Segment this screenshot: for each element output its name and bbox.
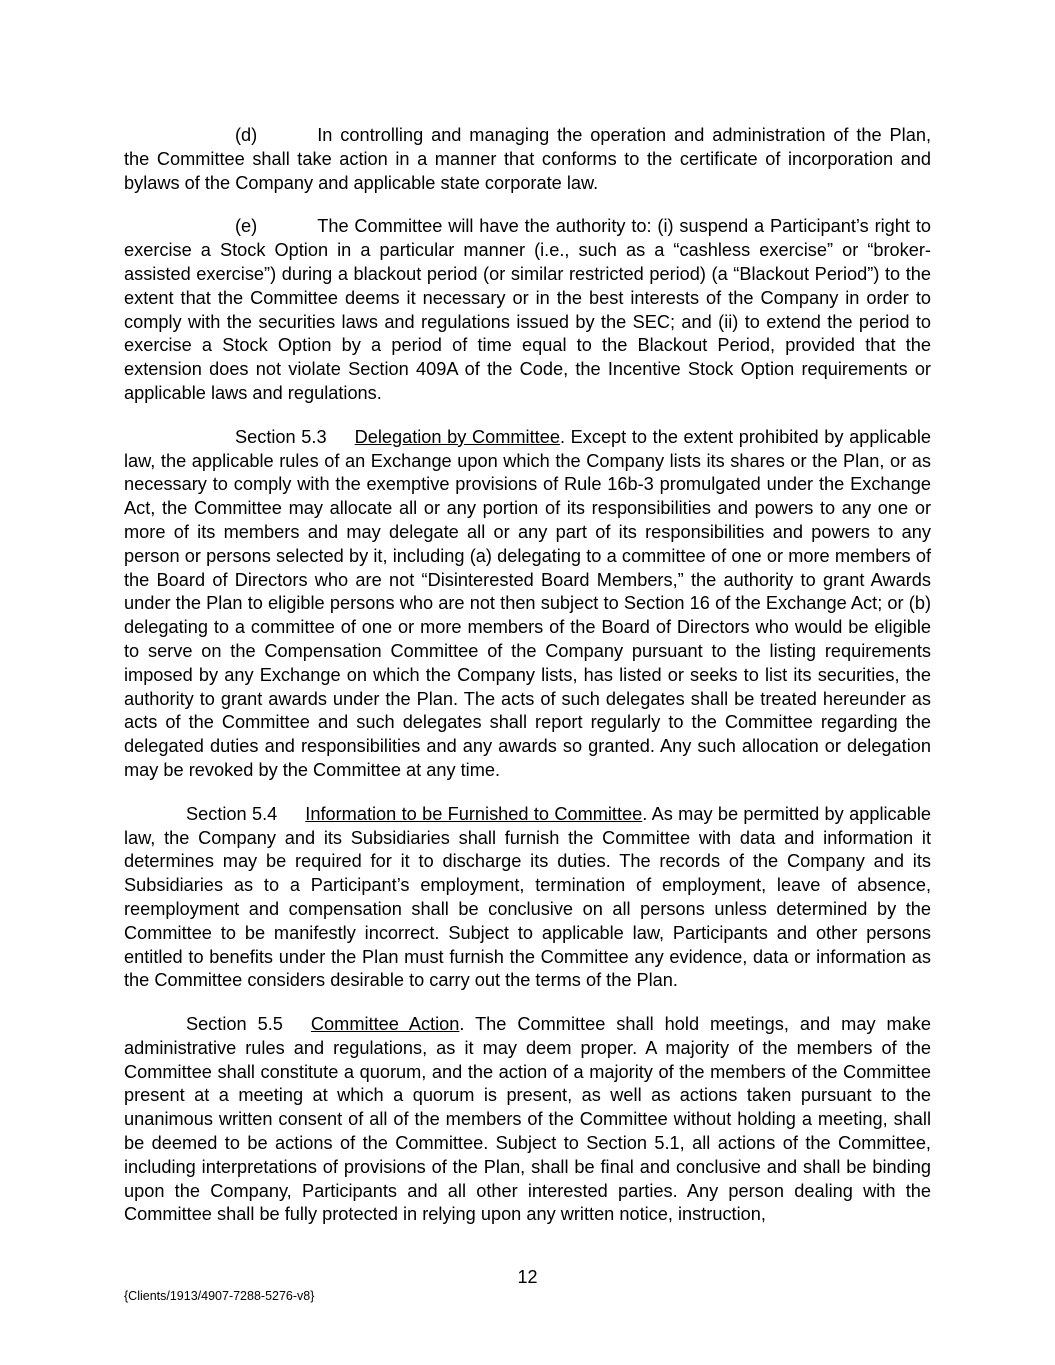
paragraph-e [124, 215, 931, 405]
section-5-3-text: . Except to the extent prohibited by applicable law, the applicable rules of an Exchange upon which the Company lists its shares or the Plan, or as necessary to comply with the exemptive provisions of Rule 16b-3 promulgated under the Exchange Act, the Committee may allocate all or any portion of its responsibilities and powers to any one or more of its members and may delegate all or any part of its responsibilities and powers to any person or persons selected by it, including (a) delegating to a committee of one or more members of the Board of Directors who are not “Disinterested Board Members,” the authority to grant Awards under the Plan to eligible persons who are not then subject to Section 16 of the Exchange Act; or (b) delegating to a committee of one or more members of the Board of Directors who would be eligible to serve on the Compensation Committee of the Company pursuant to the listing requirements imposed by any Exchange on which the Company lists, has listed or seeks to list its securities, the authority to grant awards under the Plan. The acts of such delegates shall be treated hereunder as acts of the Committee and such delegates shall report regularly to the Committee regarding the delegated duties and responsibilities and any awards so granted. Any such allocation or delegation may be revoked by the Committee at any time. [124, 426, 931, 780]
section-5-4-text: . As may be permitted by applicable law, the Company and its Subsidiaries shall furnish the Committee with data and information it determines may be required for it to discharge its duties. The records of the Company and its Subsidiaries as to a Participant’s employment, termination of employment, leave of absence, reemployment and compensation shall be conclusive on all persons unless determined by the Committee to be manifestly incorrect. Subject to applicable law, Participants and other persons entitled to benefits under the Plan must furnish the Committee any evidence, data or information as the Committee considers desirable to carry out the terms of the Plan. [124, 803, 932, 991]
section-5-4-heading: Information to be Furnished to Committee [305, 803, 643, 824]
section-5-5-heading: Committee Action [310, 1014, 460, 1035]
section-5-3 [124, 426, 931, 783]
document-body [124, 124, 931, 1247]
paragraph-d-text: In controlling and managing the operation and administration of the Plan, the Committee shall take action in a manner that conforms to the certificate of incorporation and bylaws of the Company and applicable state corporate law. [124, 125, 931, 193]
section-5-3-number: Section 5.3 [235, 426, 327, 447]
paragraph-d-label: (d) [235, 125, 258, 145]
page-number: 12 [517, 1267, 538, 1287]
section-5-5-number: Section 5.5 [186, 1014, 283, 1035]
section-5-5-text: . The Committee shall hold meetings, and may make administrative rules and regulations, as it may deem proper. A majority of the members of the Committee shall constitute a quorum, and the action of a majority of the members of the Committee present at a meeting at which a quorum is present, as well as actions taken pursuant to the unanimous written consent of all of the members of the Committee without holding a meeting, shall be deemed to be actions of the Committee. Subject to Section 5.1, all actions of the Committee, including interpretations of provisions of the Plan, shall be final and conclusive and shall be binding upon the Company, Participants and all other interested parties. Any person dealing with the Committee shall be fully protected in relying upon any written notice, instruction, [124, 1014, 931, 1225]
section-5-4 [124, 803, 931, 993]
paragraph-e-text: The Committee will have the authority to: (i) suspend a Participant’s right to exercise a Stock Option in a particular manner (i.e., such as a “cashless exercise” or “broker-assisted exercise”) during a blackout period (or similar restricted period) (a “Blackout Period”) to the extent that the Committee deems it necessary or in the best interests of the Company in order to comply with the securities laws and regulations issued by the SEC; and (ii) to extend the period to exercise a Stock Option by a period of time equal to the Blackout Period, provided that the extension does not violate Section 409A of the Code, the Incentive Stock Option requirements or applicable laws and regulations. [124, 216, 931, 403]
paragraph-d [124, 124, 931, 195]
section-5-3-heading: Delegation by Committee [354, 426, 560, 447]
paragraph-e-label: (e) [235, 216, 258, 237]
section-5-5 [124, 1013, 931, 1227]
footer-document-reference: {Clients/1913/4907-7288-5276-v8} [124, 1289, 315, 1303]
section-5-4-number: Section 5.4 [186, 803, 278, 824]
